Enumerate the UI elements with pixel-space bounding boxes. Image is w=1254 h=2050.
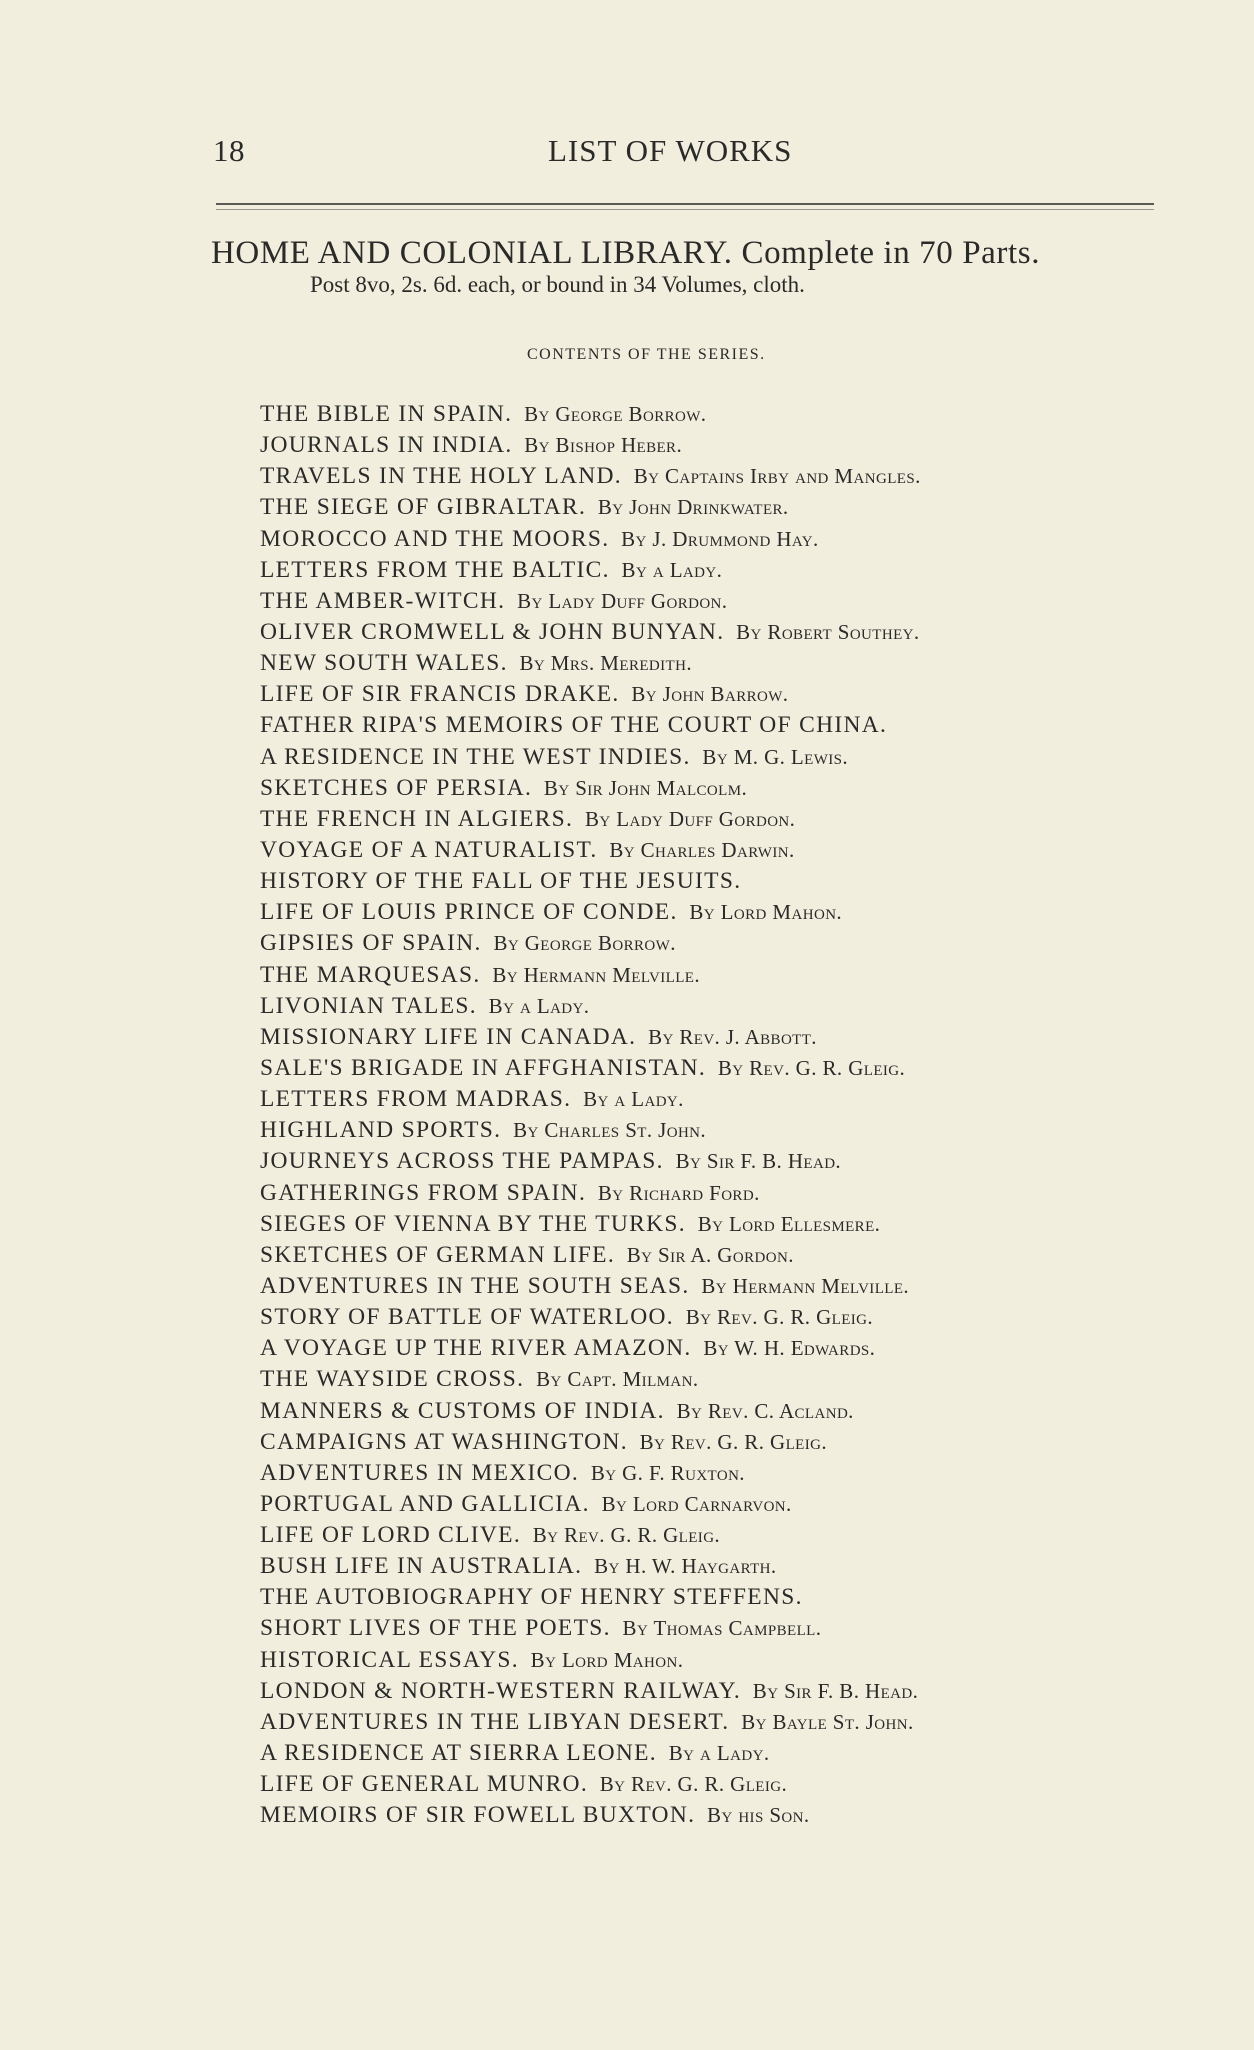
work-author: By a Lady. — [621, 557, 723, 582]
list-item — [260, 1458, 1160, 1489]
work-title: LONDON & NORTH-WESTERN RAILWAY. — [260, 1677, 742, 1704]
list-item — [260, 1084, 1160, 1115]
work-author: By H. W. Haygarth. — [594, 1554, 777, 1579]
work-author: By Sir F. B. Head. — [752, 1678, 919, 1703]
work-title: SALE'S BRIGADE IN AFFGHANISTAN. — [260, 1054, 707, 1081]
list-item — [260, 430, 1160, 461]
work-author: By Lord Ellesmere. — [697, 1211, 881, 1236]
work-title: HISTORY OF THE FALL OF THE JESUITS. — [260, 868, 742, 895]
work-title: GIPSIES OF SPAIN. — [260, 930, 482, 957]
work-title: MOROCCO AND THE MOORS. — [260, 525, 610, 552]
work-title: THE AUTOBIOGRAPHY OF HENRY STEFFENS. — [260, 1584, 803, 1611]
list-item — [260, 1022, 1160, 1053]
work-title: OLIVER CROMWELL & JOHN BUNYAN. — [260, 618, 725, 645]
work-title: THE MARQUESAS. — [260, 961, 481, 988]
list-item — [260, 399, 1160, 430]
work-author: By Rev. J. Abbott. — [648, 1024, 817, 1049]
series-title: HOME AND COLONIAL LIBRARY. Complete in 70 Parts. — [211, 235, 1041, 271]
list-item — [260, 960, 1160, 991]
work-title: BUSH LIFE IN AUSTRALIA. — [260, 1553, 583, 1580]
work-title: VOYAGE OF A NATURALIST. — [260, 836, 598, 863]
running-head: LIST OF WORKS — [548, 133, 793, 168]
list-item — [260, 1738, 1160, 1769]
work-title: MANNERS & CUSTOMS OF INDIA. — [260, 1397, 665, 1424]
work-title: SHORT LIVES OF THE POETS. — [260, 1615, 611, 1642]
list-item — [260, 1582, 1160, 1613]
work-title: SIEGES OF VIENNA BY THE TURKS. — [260, 1210, 686, 1237]
work-author: By Hermann Melville. — [492, 962, 701, 987]
work-title: LETTERS FROM THE BALTIC. — [260, 556, 610, 583]
work-author: By Lady Duff Gordon. — [584, 806, 796, 831]
list-item — [260, 1364, 1160, 1395]
work-author: By Rev. G. R. Gleig. — [717, 1055, 906, 1080]
list-item — [260, 710, 1160, 741]
list-item — [260, 1613, 1160, 1644]
list-item — [260, 461, 1160, 492]
list-item — [260, 1427, 1160, 1458]
works-list — [260, 399, 1160, 1831]
work-title: LETTERS FROM MADRAS. — [260, 1086, 572, 1113]
list-item — [260, 1396, 1160, 1427]
work-author: By his Son. — [707, 1803, 810, 1828]
work-title: ADVENTURES IN MEXICO. — [260, 1459, 580, 1486]
list-item — [260, 1769, 1160, 1800]
work-author: By Lord Mahon. — [530, 1647, 684, 1672]
work-title: STORY OF BATTLE OF WATERLOO. — [260, 1304, 674, 1331]
list-item — [260, 1146, 1160, 1177]
work-author: By Lord Carnarvon. — [601, 1491, 792, 1516]
header-rule-thin — [216, 209, 1154, 210]
work-title: LIFE OF LORD CLIVE. — [260, 1522, 521, 1549]
page-number: 18 — [213, 133, 245, 168]
work-author: By Sir F. B. Head. — [675, 1149, 842, 1174]
list-item — [260, 492, 1160, 523]
work-title: ADVENTURES IN THE LIBYAN DESERT. — [260, 1708, 730, 1735]
work-title: A RESIDENCE IN THE WEST INDIES. — [260, 743, 691, 770]
work-title: THE FRENCH IN ALGIERS. — [260, 805, 574, 832]
work-author: By John Barrow. — [631, 682, 789, 707]
list-item — [260, 617, 1160, 648]
work-author: By Rev. G. R. Gleig. — [599, 1772, 788, 1797]
list-item — [260, 1209, 1160, 1240]
work-author: By Bayle St. John. — [741, 1709, 914, 1734]
work-title: ADVENTURES IN THE SOUTH SEAS. — [260, 1272, 690, 1299]
work-author: By Bishop Heber. — [524, 433, 683, 458]
work-author: By a Lady. — [583, 1087, 684, 1112]
list-item — [260, 742, 1160, 773]
work-author: By Lord Mahon. — [689, 900, 843, 925]
list-item — [260, 1053, 1160, 1084]
list-item — [260, 1271, 1160, 1302]
work-author: By Mrs. Meredith. — [519, 651, 692, 676]
work-author: By Rev. C. Acland. — [676, 1398, 854, 1423]
work-author: By Captains Irby and Mangles. — [633, 464, 921, 489]
list-item — [260, 1178, 1160, 1209]
work-title: LIVONIAN TALES. — [260, 992, 477, 1019]
work-author: By M. G. Lewis. — [702, 744, 849, 769]
work-author: By Hermann Melville. — [701, 1273, 910, 1298]
work-author: By Capt. Milman. — [536, 1367, 699, 1392]
work-author: By Robert Southey. — [736, 619, 920, 644]
work-author: By Charles Darwin. — [609, 837, 795, 862]
work-author: By a Lady. — [488, 993, 590, 1018]
list-item — [260, 1520, 1160, 1551]
list-item — [260, 1240, 1160, 1271]
work-title: SKETCHES OF PERSIA. — [260, 774, 533, 801]
work-title: A VOYAGE UP THE RIVER AMAZON. — [260, 1335, 692, 1362]
work-title: SKETCHES OF GERMAN LIFE. — [260, 1241, 616, 1268]
work-author: By a Lady. — [668, 1741, 770, 1766]
work-author: By Charles St. John. — [513, 1118, 707, 1143]
work-author: By Rev. G. R. Gleig. — [685, 1305, 874, 1330]
work-author: By Sir John Malcolm. — [543, 775, 748, 800]
work-title: CAMPAIGNS AT WASHINGTON. — [260, 1428, 628, 1455]
work-title: MISSIONARY LIFE IN CANADA. — [260, 1023, 637, 1050]
list-item — [260, 773, 1160, 804]
list-item — [260, 679, 1160, 710]
list-item — [260, 1302, 1160, 1333]
list-item — [260, 991, 1160, 1022]
list-item — [260, 804, 1160, 835]
list-item — [260, 1115, 1160, 1146]
list-item — [260, 555, 1160, 586]
list-item — [260, 1551, 1160, 1582]
list-item — [260, 897, 1160, 928]
list-item — [260, 1489, 1160, 1520]
work-title: HISTORICAL ESSAYS. — [260, 1646, 519, 1673]
work-title: THE AMBER-WITCH. — [260, 587, 506, 614]
contents-label: CONTENTS OF THE SERIES. — [527, 346, 766, 363]
work-author: By Lady Duff Gordon. — [517, 588, 728, 613]
work-title: JOURNEYS ACROSS THE PAMPAS. — [260, 1148, 664, 1175]
work-title: THE SIEGE OF GIBRALTAR. — [260, 494, 587, 521]
work-title: THE WAYSIDE CROSS. — [260, 1366, 525, 1393]
work-author: By W. H. Edwards. — [703, 1336, 876, 1361]
work-title: HIGHLAND SPORTS. — [260, 1117, 502, 1144]
work-author: By George Borrow. — [524, 402, 707, 426]
work-title: LIFE OF GENERAL MUNRO. — [260, 1771, 589, 1798]
work-title: JOURNALS IN INDIA. — [260, 432, 513, 459]
work-title: A RESIDENCE AT SIERRA LEONE. — [260, 1740, 657, 1767]
work-author: By Richard Ford. — [597, 1180, 760, 1205]
list-item — [260, 835, 1160, 866]
work-title: LIFE OF SIR FRANCIS DRAKE. — [260, 681, 620, 708]
list-item — [260, 1645, 1160, 1676]
list-item — [260, 866, 1160, 897]
work-author: By Rev. G. R. Gleig. — [639, 1429, 827, 1454]
work-title: MEMOIRS OF SIR FOWELL BUXTON. — [260, 1802, 696, 1829]
list-item — [260, 648, 1160, 679]
series-subtitle: Post 8vo, 2s. 6d. each, or bound in 34 Volumes, cloth. — [310, 272, 805, 297]
work-title: THE BIBLE IN SPAIN. — [260, 401, 513, 427]
work-author: By Thomas Campbell. — [622, 1616, 822, 1641]
work-title: LIFE OF LOUIS PRINCE OF CONDE. — [260, 899, 678, 926]
work-title: FATHER RIPA'S MEMOIRS OF THE COURT OF CHINA. — [260, 712, 888, 739]
work-title: PORTUGAL AND GALLICIA. — [260, 1490, 590, 1517]
work-author: By Sir A. Gordon. — [626, 1242, 794, 1267]
list-item — [260, 524, 1160, 555]
work-author: By G. F. Ruxton. — [590, 1460, 745, 1485]
work-title: TRAVELS IN THE HOLY LAND. — [260, 463, 622, 490]
work-author: By J. Drummond Hay. — [621, 526, 819, 551]
list-item — [260, 586, 1160, 617]
work-title: GATHERINGS FROM SPAIN. — [260, 1179, 587, 1206]
list-item — [260, 1707, 1160, 1738]
header-rule — [216, 203, 1154, 205]
work-author: By John Drinkwater. — [597, 495, 789, 520]
list-item — [260, 1333, 1160, 1364]
list-item — [260, 928, 1160, 959]
work-author: By Rev. G. R. Gleig. — [532, 1523, 721, 1548]
list-item — [260, 1800, 1160, 1831]
work-title: NEW SOUTH WALES. — [260, 650, 508, 677]
work-author: By George Borrow. — [493, 931, 676, 956]
list-item — [260, 1676, 1160, 1707]
